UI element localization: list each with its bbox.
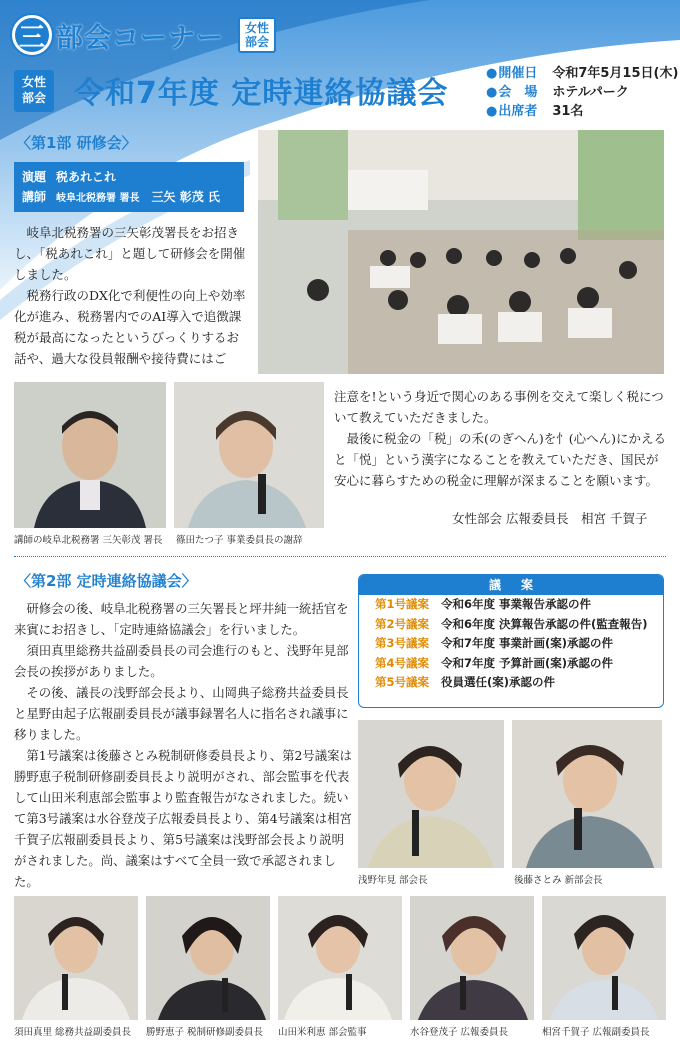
caption-bottom-1: 須田真里 総務共益副委員長 [14,1027,132,1038]
agenda-title: 議案 [359,575,663,595]
corner-section-tag [238,17,276,53]
meta-venue: ● 会 場 ホテルパーク [486,85,629,100]
part1-paragraph: 岐阜北税務署の三矢彰茂署長をお招きし、「税あれこれ」と題して研修会を開催しました。 [14,225,246,282]
caption-new-chair: 後藤さとみ 新部会長 [514,875,603,886]
part2-text [14,598,354,892]
lecture-topic: 演題 税あれこれ [22,170,117,184]
portrait-photo-bottom-4 [410,896,534,1020]
seminar-room-photo [258,130,664,374]
agenda-item: 第5号議案 役員選任(案)承認の件 [375,675,556,689]
caption-chair: 浅野年見 部会長 [358,875,428,886]
meta-attendance: ● 出席者 31名 [486,104,584,119]
corner-tag-text: 女性 部会 [245,21,270,49]
part2-paragraph: 研修会の後、岐阜北税務署の三矢署長と坪井純一統括官を来賓にお招きし、「定時連絡協議会」を行いました。 [14,601,349,637]
agenda-item: 第3号議案 令和7年度 事業計画(案)承認の件 [375,636,614,650]
agenda-item: 第4号議案 令和7年度 予算計画(案)承認の件 [375,655,614,670]
bottom-portrait-3-illustration [278,896,402,1020]
part2-paragraph: その後、議長の浅野部会長より、山岡典子総務共益委員長と星野由起子広報副委員長が議事録署名人に指名され議事に移りました。 [14,685,349,742]
corner-title: 部会コーナー [56,22,224,54]
chair-portrait-illustration [358,720,504,868]
part2-paragraph: 第1号議案は後藤さとみ税制研修委員長より、第2号議案は勝野恵子税制研修副委員長より説明がされ、部会監事を代表して山田米利恵部会監事より監査報告がなされました。続いて第3号議案は水谷登茂子広報委員長より、第4号議案は相宮千賀子広報副委員長より、第5号議案は浅野部会長より説明がされました。尚、議案はすべて全員一致で承認されました。 [14,748,352,889]
portrait-photo-bottom-5 [542,896,666,1020]
portrait-photo-bottom-2 [146,896,270,1020]
bottom-portrait-5-illustration [542,896,666,1020]
corner-mark: 三 [12,15,52,55]
article-signature: 女性部会 広報委員長 相宮 千賀子 [452,511,648,526]
part2-paragraph: 須田真里総務共益副委員長の司会進行のもと、浅野年見部会長の挨拶がありました。 [14,643,349,679]
bottom-portrait-1-illustration [14,896,138,1020]
bottom-portrait-2-illustration [146,896,270,1020]
caption-lecturer: 講師の岐阜北税務署 三矢彰茂 署長 [14,535,163,546]
part1-paragraph: 注意を!という身近で関心のある事例を交えて楽しく税について教えていただきました。 [334,389,664,425]
portrait-photo-chair [358,720,504,868]
seminar-photo-illustration [258,130,664,374]
part1-text-right [334,386,670,491]
closing-remarks-portrait-illustration [174,382,324,528]
portrait-photo-new-chair [512,720,662,868]
part1-text-left [14,222,248,369]
caption-bottom-3: 山田米利恵 部会監事 [278,1027,367,1038]
corner-header [12,12,276,58]
page-title: 令和7年度 定時連絡協議会 [74,76,449,111]
section-divider [14,556,666,557]
portrait-photo-lecturer [14,382,166,528]
portrait-photo-bottom-1 [14,896,138,1020]
part1-paragraph: 税務行政のDX化で利便性の向上や効率化が進み、税務署内でのAI導入で追徴課税が最高になったというびっくりするお話や、過大な役員報酬や接待費にはご [14,288,246,366]
caption-closing-remarks: 篠田たつ子 事業委員長の謝辞 [176,535,303,546]
meeting-tag-text: 女性 部会 [21,75,46,105]
caption-bottom-2: 勝野恵子 税制研修副委員長 [146,1027,264,1038]
part1-paragraph: 最後に税金の「税」の禾(のぎへん)を忄(心へん)にかえると「悦」という漢字になることを教えていただき、国民が安心に暮らすための税金に理解が深まることを願います。 [334,431,667,488]
lecturer-portrait-illustration [14,382,166,528]
lecture-lecturer: 講師 岐阜北税務署 署長 三矢 彰茂 氏 [22,190,220,204]
caption-bottom-5: 相宮千賀子 広報副委員長 [542,1027,650,1038]
portrait-photo-closing-remarks [174,382,324,528]
meeting-section-tag [14,70,54,112]
new-chair-portrait-illustration [512,720,662,868]
lecture-info-box [14,162,244,212]
part2-heading: 〈第2部 定時連絡協議会〉 [16,572,197,590]
caption-bottom-4: 水谷登茂子 広報委員長 [410,1027,509,1038]
part1-heading: 〈第1部 研修会〉 [16,134,137,152]
bottom-portrait-4-illustration [410,896,534,1020]
meta-date: ● 開催日 令和7年5月15日(木) [486,66,679,81]
agenda-item: 第2号議案 令和6年度 決算報告承認の件(監査報告) [375,616,648,631]
agenda-item: 第1号議案 令和6年度 事業報告承認の件 [375,597,592,611]
agenda-box [358,574,664,708]
meeting-meta [486,64,678,121]
portrait-photo-bottom-3 [278,896,402,1020]
